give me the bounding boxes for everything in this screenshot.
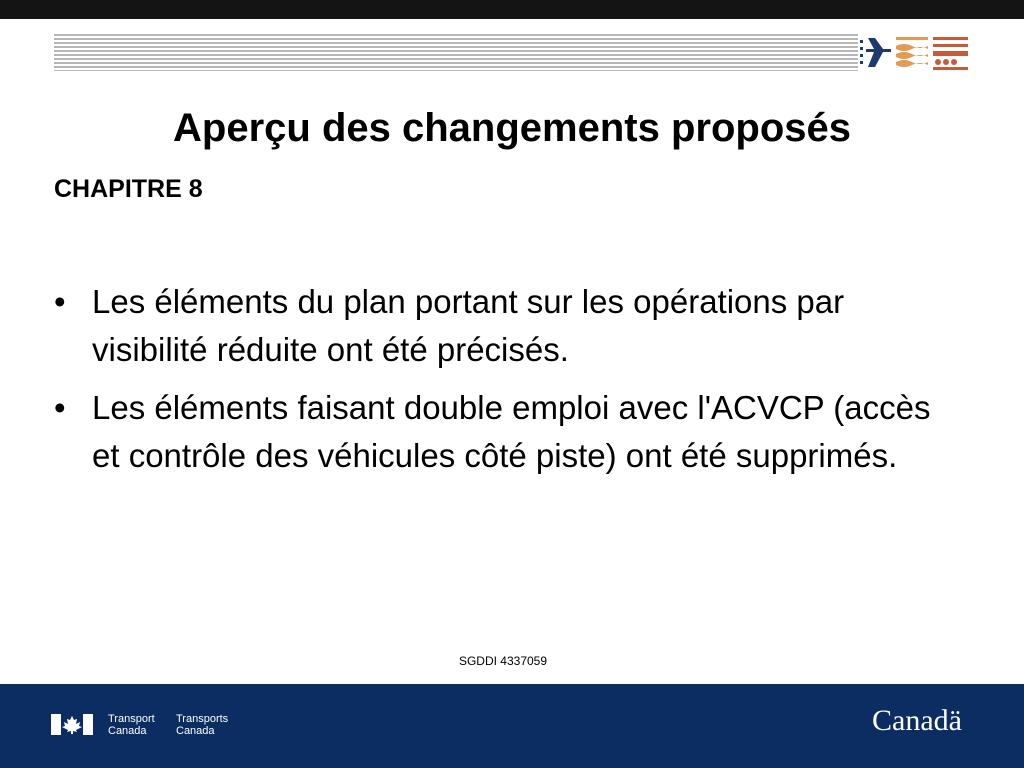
transport-modes-icon <box>858 34 970 72</box>
bullet-text: Les éléments du plan portant sur les opérations par visibilité réduite ont été précisés. <box>92 283 845 368</box>
canada-wordmark: Canadä <box>872 704 962 737</box>
bullet-list <box>54 278 954 490</box>
bullet-text: Les éléments faisant double emploi avec l'ACVCP (accès et contrôle des véhicules côté piste) ont été supprimés. <box>92 389 931 474</box>
slide-title: Aperçu des changements proposés <box>173 106 851 150</box>
slide-subtitle: CHAPITRE 8 <box>54 175 203 203</box>
department-name-en <box>108 713 155 737</box>
bullet-item <box>54 384 954 480</box>
department-name-line: Transport <box>108 713 155 725</box>
top-bar <box>0 0 1024 19</box>
document-id: SGDDI 4337059 <box>458 654 548 668</box>
bullet-item <box>54 278 954 374</box>
department-name-line: Canada <box>108 725 147 737</box>
department-name-line: Canada <box>176 725 215 737</box>
bullet-marker: • <box>54 283 66 320</box>
department-name-line: Transports <box>176 713 229 725</box>
canada-flag-icon <box>51 714 93 735</box>
department-name-fr <box>176 713 228 737</box>
bullet-marker: • <box>54 389 66 426</box>
header-stripes <box>54 34 969 71</box>
